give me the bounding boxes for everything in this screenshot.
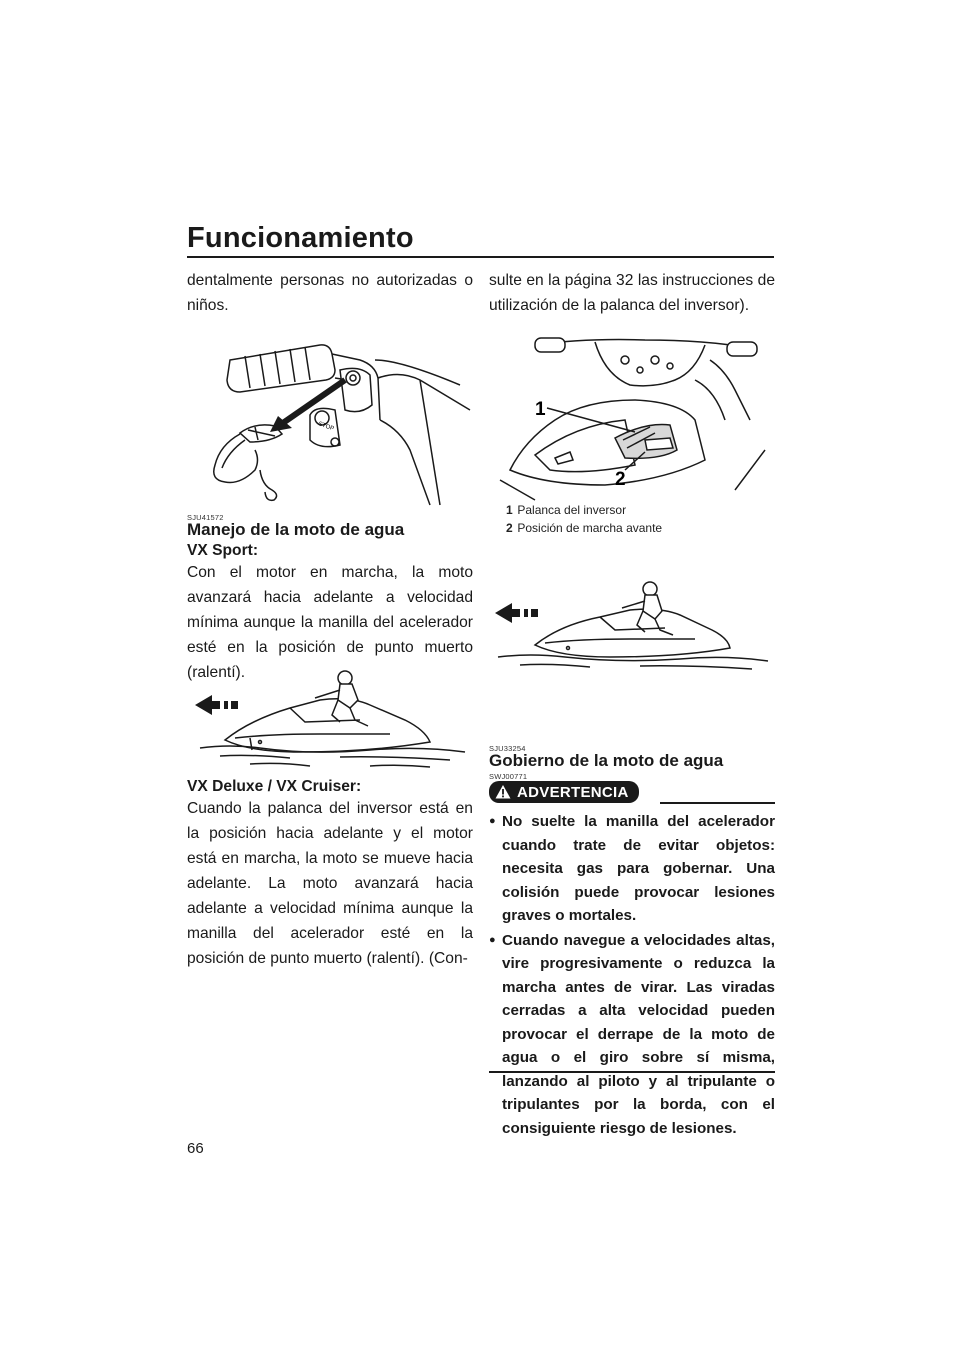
caption-1-num: 1 xyxy=(506,503,513,517)
vx-sport-text: Con el motor en marcha, la moto avanzará hacia adelante a velocidad mínima aunque la manilla del acelerador esté en la posición de punto muerto (ralentí). xyxy=(187,564,473,681)
warning-bottom-rule xyxy=(489,1071,775,1073)
watercraft-forward-illustration-2 xyxy=(490,575,775,685)
reverse-lever-illustration xyxy=(495,330,775,510)
callout-1: 1 xyxy=(535,399,546,420)
vx-deluxe-heading: VX Deluxe / VX Cruiser: xyxy=(187,778,362,795)
caption-1 xyxy=(506,503,626,517)
callout-2: 2 xyxy=(615,469,626,490)
section2-heading: Gobierno de la moto de agua xyxy=(489,751,724,770)
section2-code: SJU33254 xyxy=(489,744,526,753)
warning-icon xyxy=(495,784,511,800)
watercraft-forward-illustration xyxy=(190,660,475,780)
warning-item: ● Cuando navegue a velocidades altas, vire progresivamente o reduzca la marcha antes de virar. Las viradas cerradas a alta velocidad pueden provocar el derrape de la moto de agua o el giro sobre sí misma, lanzando al piloto y al tripulante o tripulantes por la borda, con el consiguiente riesgo de lesiones. xyxy=(489,929,775,1141)
page-number: 66 xyxy=(187,1140,204,1157)
section1-heading: Manejo de la moto de agua xyxy=(187,520,405,539)
warning-top-rule xyxy=(660,802,775,804)
vx-deluxe-text: Cuando la palanca del inversor está en la posición hacia adelante y el motor está en marcha, la moto se mueve hacia adelante. La moto avanzará hacia adelante a velocidad mínima aunque la manilla del acelerador esté en la posición de punto muerto (ralentí). (Con- xyxy=(187,800,473,967)
warning-item: ● No suelte la manilla del acelerador cuando trate de evitar objetos: necesita gas para gobernar. Una colisión puede provocar lesiones graves o mortales. xyxy=(489,810,775,928)
title-rule xyxy=(187,256,774,258)
vx-sport-heading: VX Sport: xyxy=(187,542,259,559)
warning-list xyxy=(489,810,775,1141)
section1-code: SJU41572 xyxy=(187,513,224,522)
caption-2-num: 2 xyxy=(506,521,513,535)
warning-label: ADVERTENCIA xyxy=(517,783,629,801)
caption-1-text: Palanca del inversor xyxy=(517,503,627,517)
left-intro-text: dentalmente personas no autorizadas o niños. xyxy=(187,272,473,314)
warning-code: SWJ00771 xyxy=(489,772,528,781)
caption-2-text: Posición de marcha avante xyxy=(517,521,663,535)
caption-2 xyxy=(506,521,662,535)
warning-badge xyxy=(489,781,639,803)
stop-label: STOP xyxy=(317,421,335,433)
right-intro-text: sulte en la página 32 las instrucciones de utilización de la palanca del inversor). xyxy=(489,272,775,314)
page-title: Funcionamiento xyxy=(187,222,414,254)
handlebar-lanyard-illustration xyxy=(200,330,475,510)
